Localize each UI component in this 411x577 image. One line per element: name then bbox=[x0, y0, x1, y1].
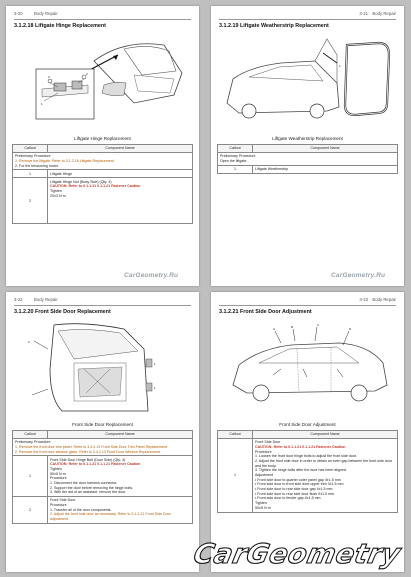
page-header bbox=[14, 297, 191, 306]
callout-cell: 1 bbox=[218, 165, 253, 173]
callout-cell: 2 bbox=[13, 178, 48, 224]
svg-text:2: 2 bbox=[48, 75, 50, 79]
header-callout: Callout bbox=[13, 145, 48, 153]
watermark-logo: CarGeometry.Ru bbox=[331, 272, 386, 279]
table-row bbox=[13, 497, 193, 524]
svg-text:1: 1 bbox=[339, 64, 341, 68]
pre-item: Open the liftgate. bbox=[220, 158, 248, 163]
svg-text:2: 2 bbox=[28, 340, 30, 344]
svg-text:1: 1 bbox=[41, 102, 43, 106]
component-cell: Front Side Door CAUTION: Refer to 0.1.1.21 0.1.1.21 Fastener Caution Procedure 1. Loosen the front door hinge bolts to adjust the front side door. 2. Adjust the front side door in order to obtain an even gap between the front side door and the body. 3. Tighten the hinge bolts after the door has been aligned. Adjustment • Front side door to quarter outer panel gap 4±1.5 mm • Front side door to front side door upper trim 3±1.5 mm • Front side door to rear side door gap 4±1.5 mm • Front side door to rear side door flush 0±1.5 mm • Front side door to fender gap 4±1.5 mm Tighten 50±5 N·m bbox=[253, 439, 398, 512]
table-row bbox=[13, 153, 193, 170]
table-header-row bbox=[13, 431, 193, 439]
liftgate-weatherstrip-illustration bbox=[219, 33, 396, 131]
page-number: 3-23 bbox=[359, 297, 368, 302]
component-cell: Liftgate Hinge bbox=[48, 170, 193, 178]
watermark-logo: CarGeometry.Ru bbox=[124, 272, 179, 279]
header-component: Component Name bbox=[253, 145, 398, 153]
component-table bbox=[217, 430, 398, 513]
page-number: 3-21 bbox=[359, 11, 368, 16]
caution-link[interactable]: CAUTION: Refer to 0.1.1.21 0.1.1.21 Fastener Caution bbox=[50, 184, 141, 189]
watermark-logo-large: CarGeometry bbox=[190, 539, 404, 570]
component-cell: Liftgate Hinge Nut (Body Side) (Qty: 4) CAUTION: Refer to 0.1.1.21 0.1.1.21 Fastener Caution Tighten 20±3 N·m bbox=[48, 178, 193, 224]
table-row bbox=[13, 439, 193, 456]
table-row bbox=[13, 178, 193, 224]
table-row bbox=[13, 456, 193, 497]
svg-text:C: C bbox=[317, 323, 320, 327]
page-header bbox=[219, 297, 396, 306]
caution-link[interactable]: CAUTION: Refer to 0.1.1.21 0.1.1.21 Fastener Caution bbox=[50, 462, 141, 467]
component-cell: Front Side Door Hinge Bolt (Door Side) (Qty: 4) CAUTION: Refer to 0.1.1.21 0.1.1.21 Fastener Caution Tighten 50±5 N·m Procedure 1. Disconnect the door harness connector. 2. Support the door before removing the hinge bolts. 3. With the aid of an assistant, remove the door. bbox=[48, 456, 193, 497]
callout-cell: 1 bbox=[218, 439, 253, 512]
page-title: 3.1.2.21 Front Side Door Adjustment bbox=[219, 309, 312, 315]
preliminary-procedure: Preliminary Procedure 1. Remove the liftgate. Refer to 3.1.2.16 Liftgate Replacement. 2. For the tensioning motor. bbox=[13, 153, 193, 170]
table-row bbox=[218, 165, 398, 173]
figure-caption: Liftgate Weatherstrip Replacement bbox=[272, 136, 343, 141]
pre-item[interactable]: 1. Remove the liftgate. Refer to 3.1.2.16 Liftgate Replacement. bbox=[15, 158, 115, 163]
caution-link[interactable]: CAUTION: Refer to 0.1.1.21 0.1.1.21 Fastener Caution bbox=[255, 444, 346, 449]
door-adjustment-illustration bbox=[219, 319, 396, 417]
page-number: 3-22 bbox=[14, 297, 23, 302]
preliminary-procedure: Preliminary Procedure Open the liftgate. bbox=[218, 153, 398, 166]
callout-cell: 2 bbox=[13, 497, 48, 524]
svg-text:1: 1 bbox=[154, 386, 156, 390]
page-header bbox=[14, 11, 191, 20]
svg-text:2: 2 bbox=[86, 72, 88, 76]
figure-caption: Front Side Door Replacement bbox=[72, 422, 133, 427]
liftgate-hinge-illustration bbox=[14, 33, 191, 131]
pre-item[interactable]: 1. Remove the front door trim panel. Refer to 3.4.2.13 Front Side Door Trim Panel Replacement. bbox=[15, 444, 169, 449]
component-cell: Liftgate Weatherstrip bbox=[253, 165, 398, 173]
page-number: 3-20 bbox=[14, 11, 23, 16]
component-table bbox=[12, 144, 193, 224]
page-title: 3.1.2.19 Liftgate Weatherstrip Replacement bbox=[219, 23, 329, 29]
table-row bbox=[218, 153, 398, 166]
figure-caption: Liftgate Hinge Replacement bbox=[74, 136, 131, 141]
front-door-illustration bbox=[14, 319, 191, 417]
header-callout: Callout bbox=[13, 431, 48, 439]
svg-text:1: 1 bbox=[154, 362, 156, 366]
preliminary-procedure: Preliminary Procedure 1. Remove the front door trim panel. Refer to 3.4.2.13 Front Side Door Trim Panel Replacement. 2. Remove the front door window glass. Refer to 3.4.2.13 Front Door Window Replacement. bbox=[13, 439, 193, 456]
table-header-row bbox=[13, 145, 193, 153]
component-table bbox=[12, 430, 193, 524]
svg-text:B: B bbox=[291, 325, 294, 329]
page-header bbox=[219, 11, 396, 20]
table-row bbox=[218, 439, 398, 512]
section-name: Body Repair bbox=[34, 11, 58, 16]
svg-text:A: A bbox=[273, 327, 276, 331]
section-name: Body Repair bbox=[372, 297, 396, 302]
component-cell: Front Side Door Procedure 1. Transfer all of the door components. 2. Adjust the front side door as necessary. Refer to 3.1.2.21 Front Side Door Adjustment. bbox=[48, 497, 193, 524]
component-table bbox=[217, 144, 398, 174]
page-title: 3.1.2.20 Front Side Door Replacement bbox=[14, 309, 111, 315]
section-name: Body Repair bbox=[34, 297, 58, 302]
manual-page-3-22 bbox=[6, 292, 199, 572]
header-callout: Callout bbox=[218, 431, 253, 439]
pre-item: 2. For the tensioning motor. bbox=[15, 163, 59, 168]
header-callout: Callout bbox=[218, 145, 253, 153]
section-name: Body Repair bbox=[372, 11, 396, 16]
manual-page-3-20 bbox=[6, 6, 199, 286]
callout-cell: 1 bbox=[13, 170, 48, 178]
svg-text:D: D bbox=[349, 327, 352, 331]
procedure-link[interactable]: 2. Adjust the front side door as necessary. Refer to 3.1.2.21 Front Side Door Adjustment. bbox=[50, 512, 171, 522]
header-component: Component Name bbox=[48, 431, 193, 439]
table-header-row bbox=[218, 145, 398, 153]
figure-caption: Front Side Door Adjustment bbox=[279, 422, 336, 427]
page-title: 3.1.2.18 Liftgate Hinge Replacement bbox=[14, 23, 106, 29]
manual-page-3-23 bbox=[211, 292, 404, 572]
pre-item[interactable]: 2. Remove the front door window glass. Refer to 3.4.2.13 Front Door Window Replacement. bbox=[15, 449, 162, 454]
table-header-row bbox=[218, 431, 398, 439]
manual-page-3-21 bbox=[211, 6, 404, 286]
header-component: Component Name bbox=[253, 431, 398, 439]
callout-cell: 1 bbox=[13, 456, 48, 497]
header-component: Component Name bbox=[48, 145, 193, 153]
table-row bbox=[13, 170, 193, 178]
